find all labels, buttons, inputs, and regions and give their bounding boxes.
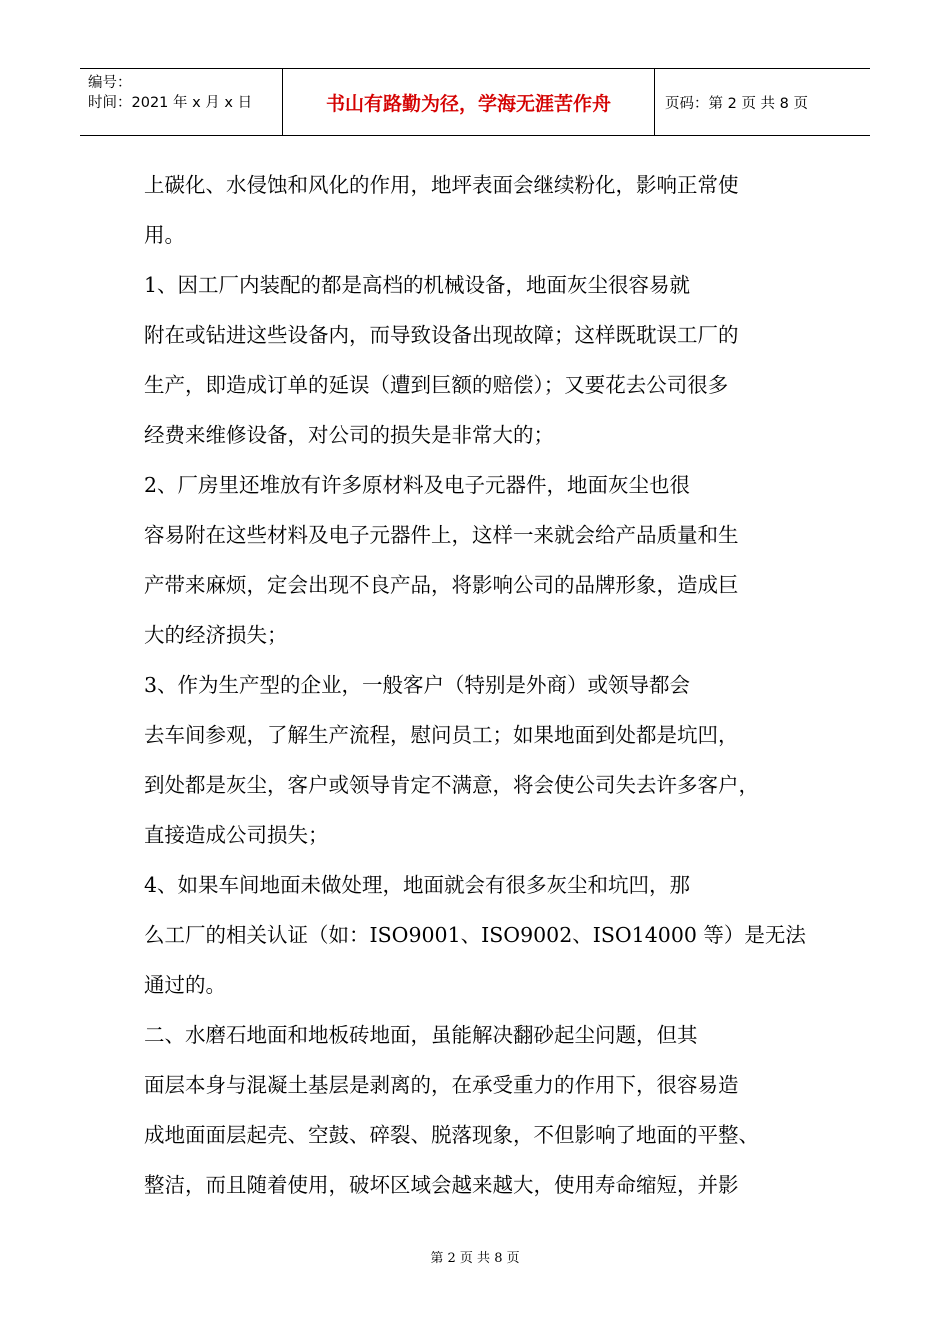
body-line: 3、作为生产型的企业，一般客户（特别是外商）或领导都会 [144, 673, 691, 697]
body-line: 2、厂房里还堆放有许多原材料及电子元器件，地面灰尘也很 [144, 473, 691, 497]
body-line: 整洁，而且随着使用，破坏区域会越来越大，使用寿命缩短，并影 [144, 1173, 739, 1197]
body-line: 大的经济损失； [144, 623, 288, 647]
body-line: 生产，即造成订单的延误（遭到巨额的赔偿）；又要花去公司很多 [144, 373, 729, 397]
page-footer: 第 2 页 共 8 页 [430, 1251, 520, 1266]
body-line: 容易附在这些材料及电子元器件上，这样一来就会给产品质量和生 [144, 523, 739, 547]
header-meta [80, 69, 283, 135]
header-page-code: 页码：第 2 页 共 8 页 [665, 95, 808, 112]
body-line: 成地面面层起壳、空鼓、碎裂、脱落现象，不但影响了地面的平整、 [144, 1123, 759, 1147]
body-line: 产带来麻烦，定会出现不良产品，将影响公司的品牌形象，造成巨 [144, 573, 739, 597]
document-header [80, 68, 870, 136]
body-line: 经费来维修设备，对公司的损失是非常大的； [144, 423, 554, 447]
body-line: 直接造成公司损失； [144, 823, 329, 847]
document-body [144, 160, 812, 1210]
body-line: 4、如果车间地面未做处理，地面就会有很多灰尘和坑凹，那 [144, 873, 691, 897]
body-line: 面层本身与混凝土基层是剥离的，在承受重力的作用下，很容易造 [144, 1073, 739, 1097]
body-line: 么工厂的相关认证（如：ISO9001、ISO9002、ISO14000 等）是无法 [144, 923, 806, 947]
body-line: 通过的。 [144, 973, 226, 997]
time-label: 时间：2021 年 x 月 x 日 [88, 95, 253, 111]
header-motto: 书山有路勤为径，学海无涯苦作舟 [283, 69, 655, 135]
number-label: 编号： [88, 75, 132, 91]
body-line: 附在或钻进这些设备内，而导致设备出现故障；这样既耽误工厂的 [144, 323, 739, 347]
body-line: 到处都是灰尘，客户或领导肯定不满意，将会使公司失去许多客户， [144, 773, 759, 797]
body-line: 1、因工厂内装配的都是高档的机械设备，地面灰尘很容易就 [144, 273, 691, 297]
body-line: 用。 [144, 223, 185, 247]
body-line: 上碳化、水侵蚀和风化的作用，地坪表面会继续粉化，影响正常使 [144, 173, 739, 197]
body-line: 去车间参观，了解生产流程，慰问员工；如果地面到处都是坑凹， [144, 723, 739, 747]
body-line: 二、水磨石地面和地板砖地面，虽能解决翻砂起尘问题，但其 [144, 1023, 698, 1047]
